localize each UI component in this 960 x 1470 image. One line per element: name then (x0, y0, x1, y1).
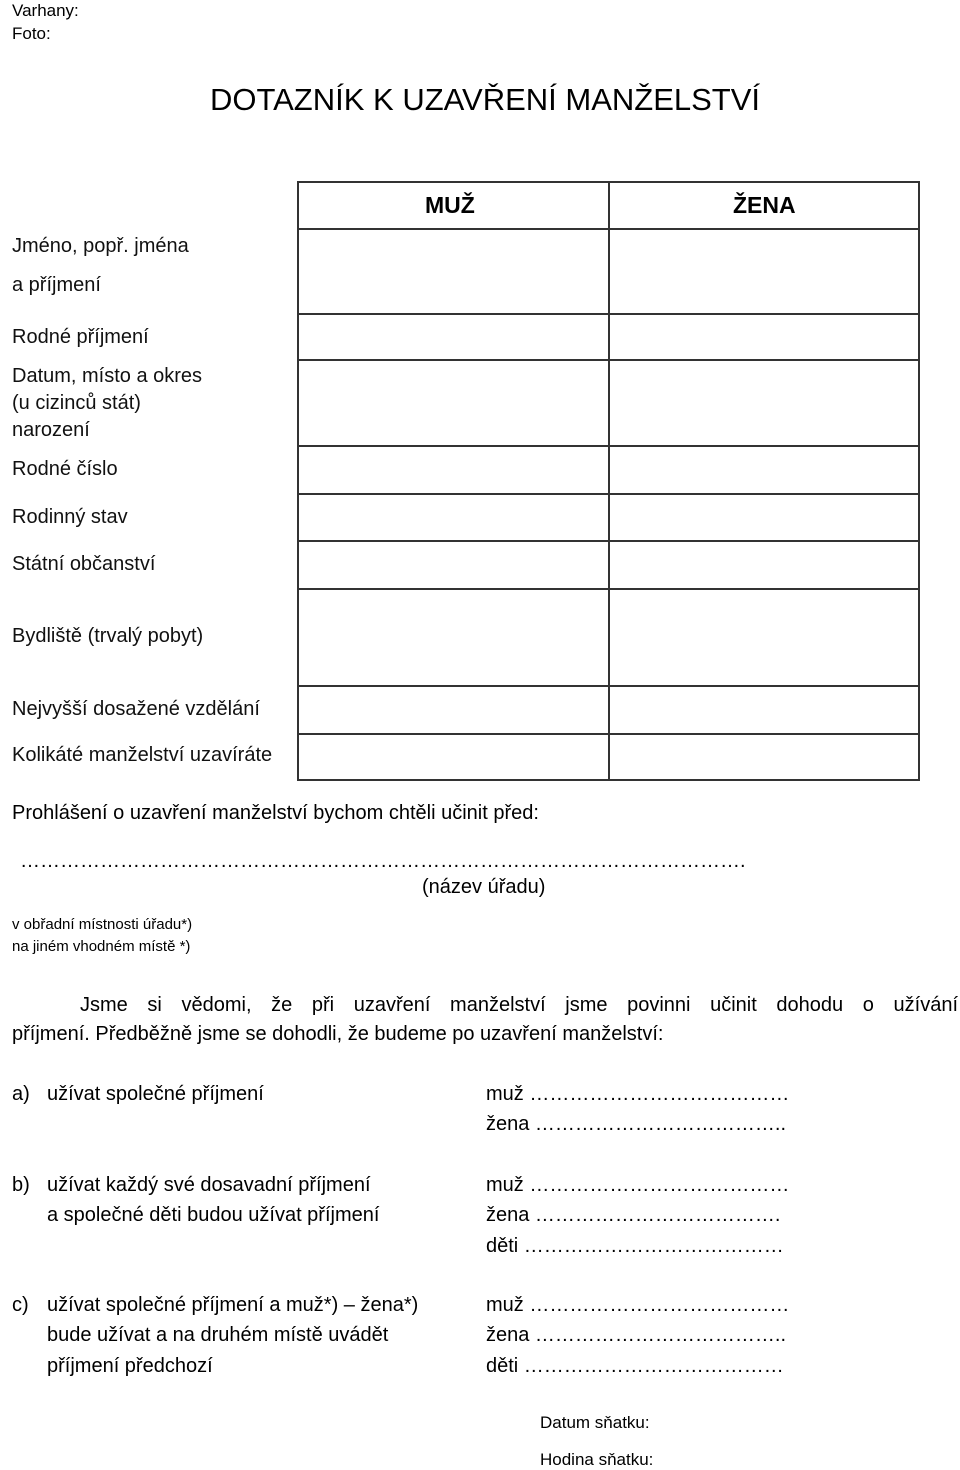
option-a-text: užívat společné příjmení (47, 1083, 264, 1105)
column-header-muz: MUŽ (425, 192, 475, 218)
input-zena-obcanstvi[interactable] (611, 543, 917, 587)
row-label-rodinny-stav: Rodinný stav (12, 506, 128, 528)
input-muz-kolikate[interactable] (300, 736, 607, 778)
option-b-zena-field[interactable]: žena ………………………………. (486, 1204, 781, 1226)
office-name-field[interactable]: ………………………………………………………………………………………………. (20, 850, 746, 872)
input-muz-rodne-cislo[interactable] (300, 448, 607, 492)
wedding-time-label: Hodina sňatku: (540, 1450, 654, 1469)
row-label-kolikate: Kolikáté manželství uzavíráte (12, 744, 273, 766)
input-muz-vzdelani[interactable] (300, 688, 607, 732)
row-label-narozeni: Datum, místo a okres (u cizinců stát) narození (12, 365, 203, 441)
input-zena-rodinny-stav[interactable] (611, 496, 917, 539)
page-title: DOTAZNÍK K UZAVŘENÍ MANŽELSTVÍ (210, 82, 761, 117)
agreement-line-1: Jsme si vědomi, že při uzavření manželství jsme povinni učinit dohodu o užívání (80, 994, 958, 1016)
varhany-label: Varhany: (12, 1, 79, 20)
option-c-text-2: bude užívat a na druhém místě uvádět (47, 1324, 389, 1346)
option-b-text-2: a společné děti budou užívat příjmení (47, 1204, 380, 1226)
option-a-zena-field[interactable]: žena ……………………………….. (486, 1113, 787, 1135)
input-zena-narozeni[interactable] (611, 362, 917, 444)
input-zena-jmeno[interactable] (611, 231, 917, 312)
input-muz-narozeni[interactable] (300, 362, 607, 444)
option-b-muz-field[interactable]: muž ………………………………… (486, 1174, 790, 1196)
row-label-bydliste: Bydliště (trvalý pobyt) (12, 625, 204, 647)
row-label-rodne-prijmeni: Rodné příjmení (12, 326, 149, 348)
option-c-text-1: užívat společné příjmení a muž*) – žena*) (47, 1294, 419, 1316)
input-zena-rodne-prijmeni[interactable] (611, 316, 917, 358)
option-b-text-1: užívat každý své dosavadní příjmení (47, 1174, 371, 1196)
wedding-date-label: Datum sňatku: (540, 1413, 650, 1432)
option-c-zena-field[interactable]: žena ……………………………….. (486, 1324, 787, 1346)
row-label-rodne-cislo: Rodné číslo (12, 458, 118, 480)
option-other-place[interactable]: na jiném vhodném místě *) (12, 938, 191, 955)
option-b-deti-field[interactable]: děti ………………………………… (486, 1235, 784, 1257)
input-muz-jmeno[interactable] (300, 231, 607, 312)
option-c-deti-field[interactable]: děti ………………………………… (486, 1355, 784, 1377)
option-b-letter: b) (12, 1174, 30, 1196)
option-c-letter: c) (12, 1294, 29, 1316)
row-label-jmeno: Jméno, popř. jména a příjmení (12, 235, 189, 296)
column-header-zena: ŽENA (733, 192, 796, 218)
option-a-muz-field[interactable]: muž ………………………………… (486, 1083, 790, 1105)
row-label-vzdelani: Nejvyšší dosažené vzdělání (12, 698, 260, 720)
option-c-text-3: příjmení předchozí (47, 1355, 213, 1377)
input-muz-bydliste[interactable] (300, 591, 607, 684)
option-c-muz-field[interactable]: muž ………………………………… (486, 1294, 790, 1316)
input-zena-vzdelani[interactable] (611, 688, 917, 732)
option-a-letter: a) (12, 1083, 30, 1105)
input-muz-rodinny-stav[interactable] (300, 496, 607, 539)
input-muz-rodne-prijmeni[interactable] (300, 316, 607, 358)
option-ceremony-room[interactable]: v obřadní místnosti úřadu*) (12, 916, 193, 933)
office-name-hint: (název úřadu) (422, 876, 546, 898)
row-label-obcanstvi: Státní občanství (12, 553, 156, 575)
input-zena-bydliste[interactable] (611, 591, 917, 684)
agreement-line-2: příjmení. Předběžně jsme se dohodli, že budeme po uzavření manželství: (12, 1023, 664, 1045)
input-zena-kolikate[interactable] (611, 736, 917, 778)
declaration-text: Prohlášení o uzavření manželství bychom chtěli učinit před: (12, 802, 539, 824)
input-muz-obcanstvi[interactable] (300, 543, 607, 587)
input-zena-rodne-cislo[interactable] (611, 448, 917, 492)
foto-label: Foto: (12, 24, 51, 43)
